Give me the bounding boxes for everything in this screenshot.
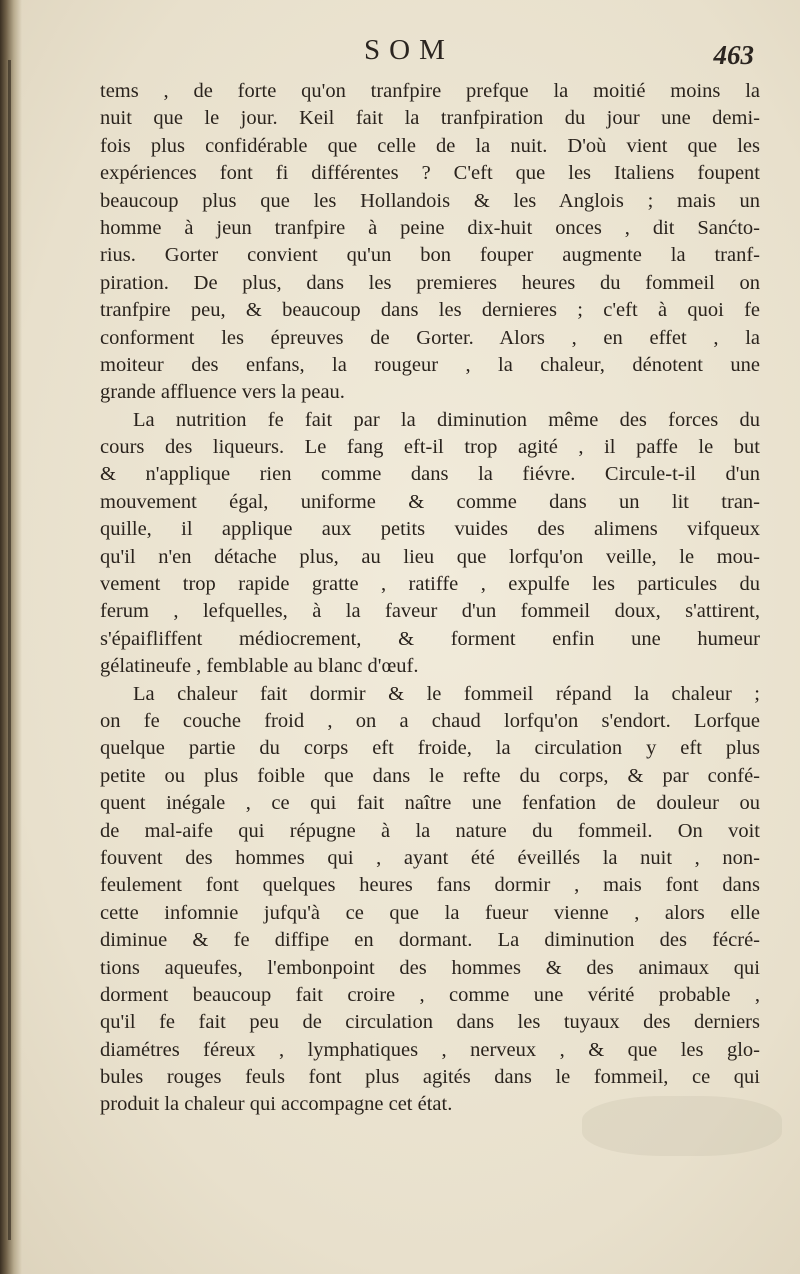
text-line: grande affluence vers la peau. bbox=[100, 381, 345, 404]
binding-edge bbox=[8, 60, 11, 1240]
text-line: diminue & fe diffipe en dormant. La diminution des fécré- bbox=[100, 929, 760, 952]
text-line: gélatineufe , femblable au blanc d'œuf. bbox=[100, 655, 419, 678]
text-line: de mal-aife qui répugne à la nature du fommeil. On voit bbox=[100, 819, 760, 842]
page-number: 463 bbox=[713, 40, 754, 70]
text-line: piration. De plus, dans les premieres heures du fommeil on bbox=[100, 271, 760, 294]
text-line: produit la chaleur qui accompagne cet état. bbox=[100, 1093, 453, 1116]
text-line: mouvement égal, uniforme & comme dans un lit tran- bbox=[100, 490, 760, 513]
running-head: SOM bbox=[364, 34, 454, 66]
text-line: diamétres féreux , lymphatiques , nerveux , & que les glo- bbox=[100, 1038, 760, 1061]
text-line: & n'applique rien comme dans la fiévre. Circule-t-il d'un bbox=[100, 463, 760, 486]
text-line: quille, il applique aux petits vuides des alimens vifqueux bbox=[100, 518, 760, 541]
text-line: s'épaifliffent médiocrement, & forment enfin une humeur bbox=[100, 627, 760, 650]
text-line: moiteur des enfans, la rougeur , la chaleur, dénotent une bbox=[100, 353, 760, 376]
book-gutter-shadow bbox=[0, 0, 22, 1274]
text-line: petite ou plus foible que dans le refte du corps, & par confé- bbox=[100, 764, 760, 787]
text-line: qu'il fe fait peu de circulation dans les tuyaux des derniers bbox=[100, 1011, 760, 1034]
text-line: tems , de forte qu'on tranfpire prefque la moitié moins la bbox=[100, 80, 760, 102]
text-line: cours des liqueurs. Le fang eft-il trop agité , il paffe le but bbox=[100, 436, 760, 459]
text-line: nuit que le jour. Keil fait la tranfpiration du jour une demi- bbox=[100, 107, 760, 130]
text-line: feulement font quelques heures fans dormir , mais font dans bbox=[100, 874, 760, 897]
text-line: cette infomnie jufqu'à ce que la fueur vienne , alors elle bbox=[100, 901, 760, 924]
text-line: tions aqueufes, l'embonpoint des hommes & des animaux qui bbox=[100, 956, 760, 979]
text-line: qu'il n'en détache plus, au lieu que lorfqu'on veille, le mou- bbox=[100, 545, 760, 568]
body-text bbox=[100, 78, 760, 1119]
text-line: quent inégale , ce qui fait naître une fenfation de douleur ou bbox=[100, 792, 760, 815]
text-line: La nutrition fe fait par la diminution même des forces du bbox=[133, 408, 760, 431]
text-line: tranfpire peu, & beaucoup dans les dernieres ; c'eft à quoi fe bbox=[100, 299, 760, 322]
text-line: quelque partie du corps eft froide, la circulation y eft plus bbox=[100, 737, 760, 760]
text-line: homme à jeun tranfpire à peine dix-huit onces , dit Sanćto- bbox=[100, 216, 760, 239]
text-line: vement trop rapide gratte , ratiffe , expulfe les particules du bbox=[100, 573, 760, 596]
text-line: conforment les épreuves de Gorter. Alors , en effet , la bbox=[100, 326, 760, 349]
text-line: rius. Gorter convient qu'un bon fouper augmente la tranf- bbox=[100, 244, 760, 267]
page-header bbox=[100, 32, 760, 80]
text-line: beaucoup plus que les Hollandois & les Anglois ; mais un bbox=[100, 189, 760, 212]
text-line: ferum , lefquelles, à la faveur d'un fommeil doux, s'attirent, bbox=[100, 600, 760, 623]
text-line: fois plus confidérable que celle de la nuit. D'où vient que les bbox=[100, 134, 760, 157]
text-line: dorment beaucoup fait croire , comme une vérité probable , bbox=[100, 983, 760, 1006]
text-line: on fe couche froid , on a chaud lorfqu'on s'endort. Lorfque bbox=[100, 709, 760, 732]
text-line: La chaleur fait dormir & le fommeil répand la chaleur ; bbox=[133, 682, 760, 705]
text-line: fouvent des hommes qui , ayant été éveillés la nuit , non- bbox=[100, 846, 760, 869]
text-line: bules rouges feuls font plus agités dans le fommeil, ce qui bbox=[100, 1066, 760, 1089]
text-line: expériences font fi différentes ? C'eft que les Italiens foupent bbox=[100, 162, 760, 185]
